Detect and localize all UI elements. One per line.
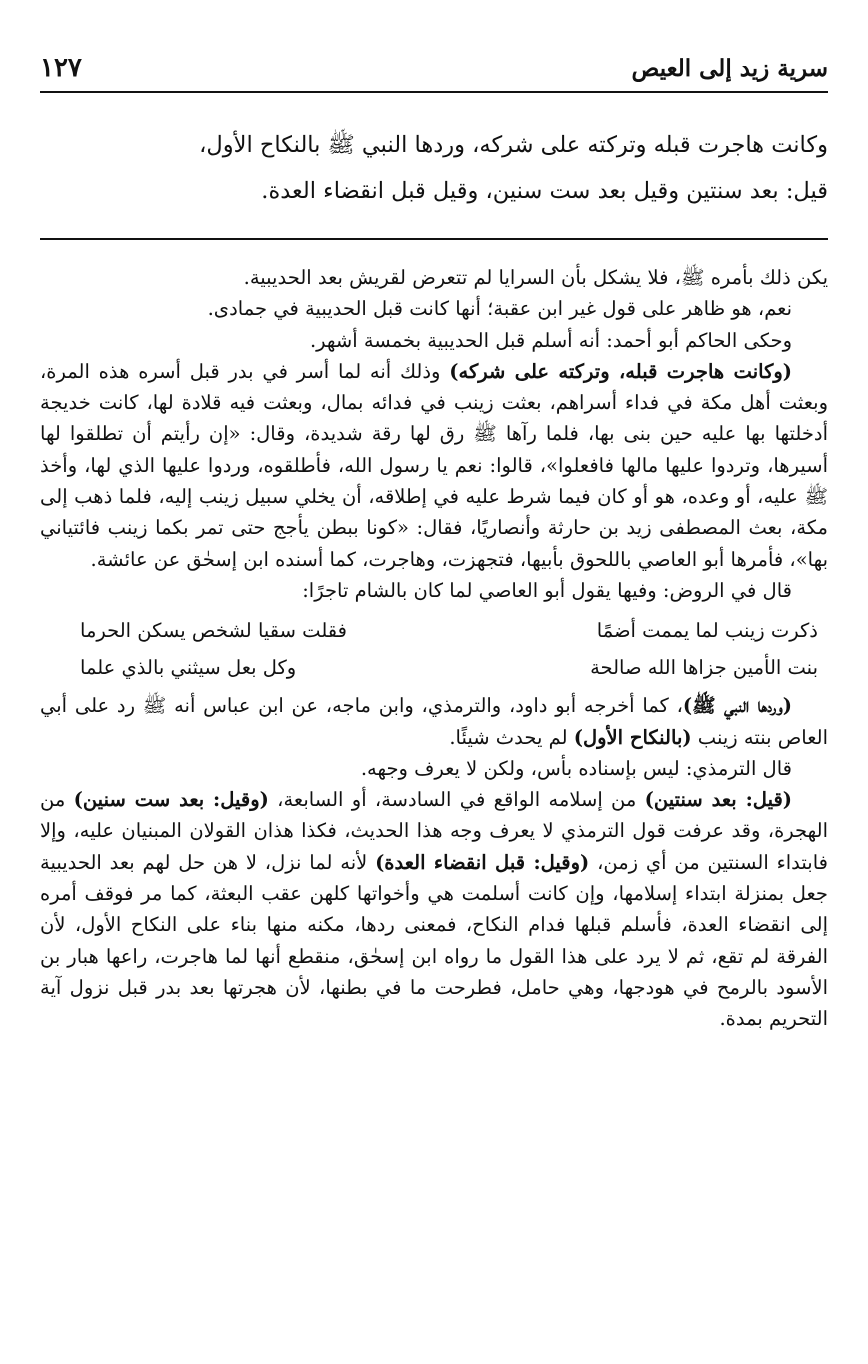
poem-verse-2 [40,649,828,686]
commentary-text-run: وذلك أنه لما أسر في بدر قبل أسره هذه المرة، وبعثت أهل مكة في فداء أسراهم، بعثت زينب في فدائه بمال، وبعثت فيه قلادة لها، كانت خديجة أدخلتها بها عليه حين بنى بها، فلما رآها ﷺ رق لها رقة شديدة، وقال: «إن رأيتم أن تطلقوا لها أسيرها، وتردوا عليها مالها فافعلوا»، قالوا: نعم يا رسول الله، فأطلقوه، وردوا عليها الذي لها، وأخذ ﷺ عليه، أو وعده، هو أو كان فيما شرط عليه في إطلاقه، أن يخلي سبيل زينب إليه، فلما ذهب إلى مكة، بعث المصطفى زيد بن حارثة وأنصاريًا، فقال: «كونا ببطن يأجج حتى تمر بكما زينب فائتياني بها»، فأمرها أبو العاصي باللحوق بأبيها، فتجهزت، وهاجرت، كما أسنده ابن إسحٰق عن عائشة. [40,359,828,571]
commentary-line-3: وحكى الحاكم أبو أحمد: أنه أسلم قبل الحديبية بخمسة أشهر. [309,328,792,352]
quoted-phrase: (بالنكاح الأول) [573,725,692,749]
commentary-text [40,262,828,1035]
main-paragraph-2: قيل: بعد سنتين وقيل بعد ست سنين، وقيل قبل انقضاء العدة. [261,178,828,204]
commentary-line-5: قال في الروض: وفيها يقول أبو العاصي لما كان بالشام تاجرًا: [302,578,792,602]
commentary-line-2: نعم، هو ظاهر على قول غير ابن عقبة؛ أنها كانت قبل الحديبية في جمادى. [207,297,792,321]
quoted-phrase: (وقيل: بعد ست سنين) [73,788,269,812]
quoted-phrase: (وردها النبي ﷺ) [682,694,792,718]
commentary-text-run: ، كما أخرجه أبو داود، والترمذي، وابن ماجه، عن ابن عباس أنه ﷺ رد على أبي العاص بنته زينب [40,694,828,749]
commentary-text-run: من الهجرة، وقد عرفت قول الترمذي لا يعرف وجه هذا الحديث، فكذا هذان القولان المبنيان عليه، وإلا فابتداء السنتين من أي زمن، [40,788,828,874]
poem [40,612,828,686]
main-paragraph-1: وكانت هاجرت قبله وتركته على شركه، وردها النبي ﷺ بالنكاح الأول، [199,132,828,158]
verse-2-first-half: بنت الأمين جزاها الله صالحة [590,656,818,680]
commentary-line-7: قال الترمذي: ليس بإسناده بأس، ولكن لا يعرف وجهه. [360,756,792,780]
verse-2-second-half: وكل بعل سيثني بالذي علما [80,656,297,680]
quoted-phrase: (قيل: بعد سنتين) [644,788,793,812]
main-text [40,122,828,214]
verse-1-first-half: ذكرت زينب لما يممت أضمًا [596,619,818,643]
verse-1-second-half: فقلت سقيا لشخص يسكن الحرما [80,619,347,643]
commentary-text-run: لأنه لما نزل، لا هن حل لهم بعد الحديبية جعل بمنزلة ابتداء إسلامها، وإن كانت أسلمت هي وأخواتها كلهن عقب البعثة، كما مر فوقف أمره إلى انقضاء العدة، فأسلم قبلها فدام النكاح، فمعنى ردها، مكنه منها بناء على النكاح الأول، لأن الفرقة لم تقع، ثم لا يرد على هذا القول ما رواه ابن إسحٰق، منقطع أنها لما هاجرت، راعها هبار بن الأسود بالرمح في هودجها، وهي حامل، فطرحت ما في بطنها، لأن هجرتها بعد بدر قبل نزول آية التحريم بمدة. [40,850,828,1031]
commentary-text-run: لم يحدث شيئًا. [449,725,574,749]
commentary-paragraph-4 [40,356,828,575]
header-rule [40,91,828,93]
running-title: سرية زيد إلى العيص [631,54,828,82]
quoted-phrase: (وكانت هاجرت قبله، وتركته على شركه) [449,359,793,383]
quoted-phrase: (وقيل: قبل انقضاء العدة) [375,850,590,874]
footnote-separator [40,238,828,240]
poem-verse-1 [40,612,828,649]
commentary-line-1: يكن ذلك بأمره ﷺ، فلا يشكل بأن السرايا لم تتعرض لقريش بعد الحديبية. [243,266,828,289]
page-number: ١٢٧ [40,53,82,83]
page-header [40,48,828,88]
commentary-text-run: من إسلامه الواقع في السادسة، أو السابعة، [268,788,645,812]
commentary-paragraph-8 [40,784,828,1034]
commentary-paragraph-6 [40,690,828,753]
